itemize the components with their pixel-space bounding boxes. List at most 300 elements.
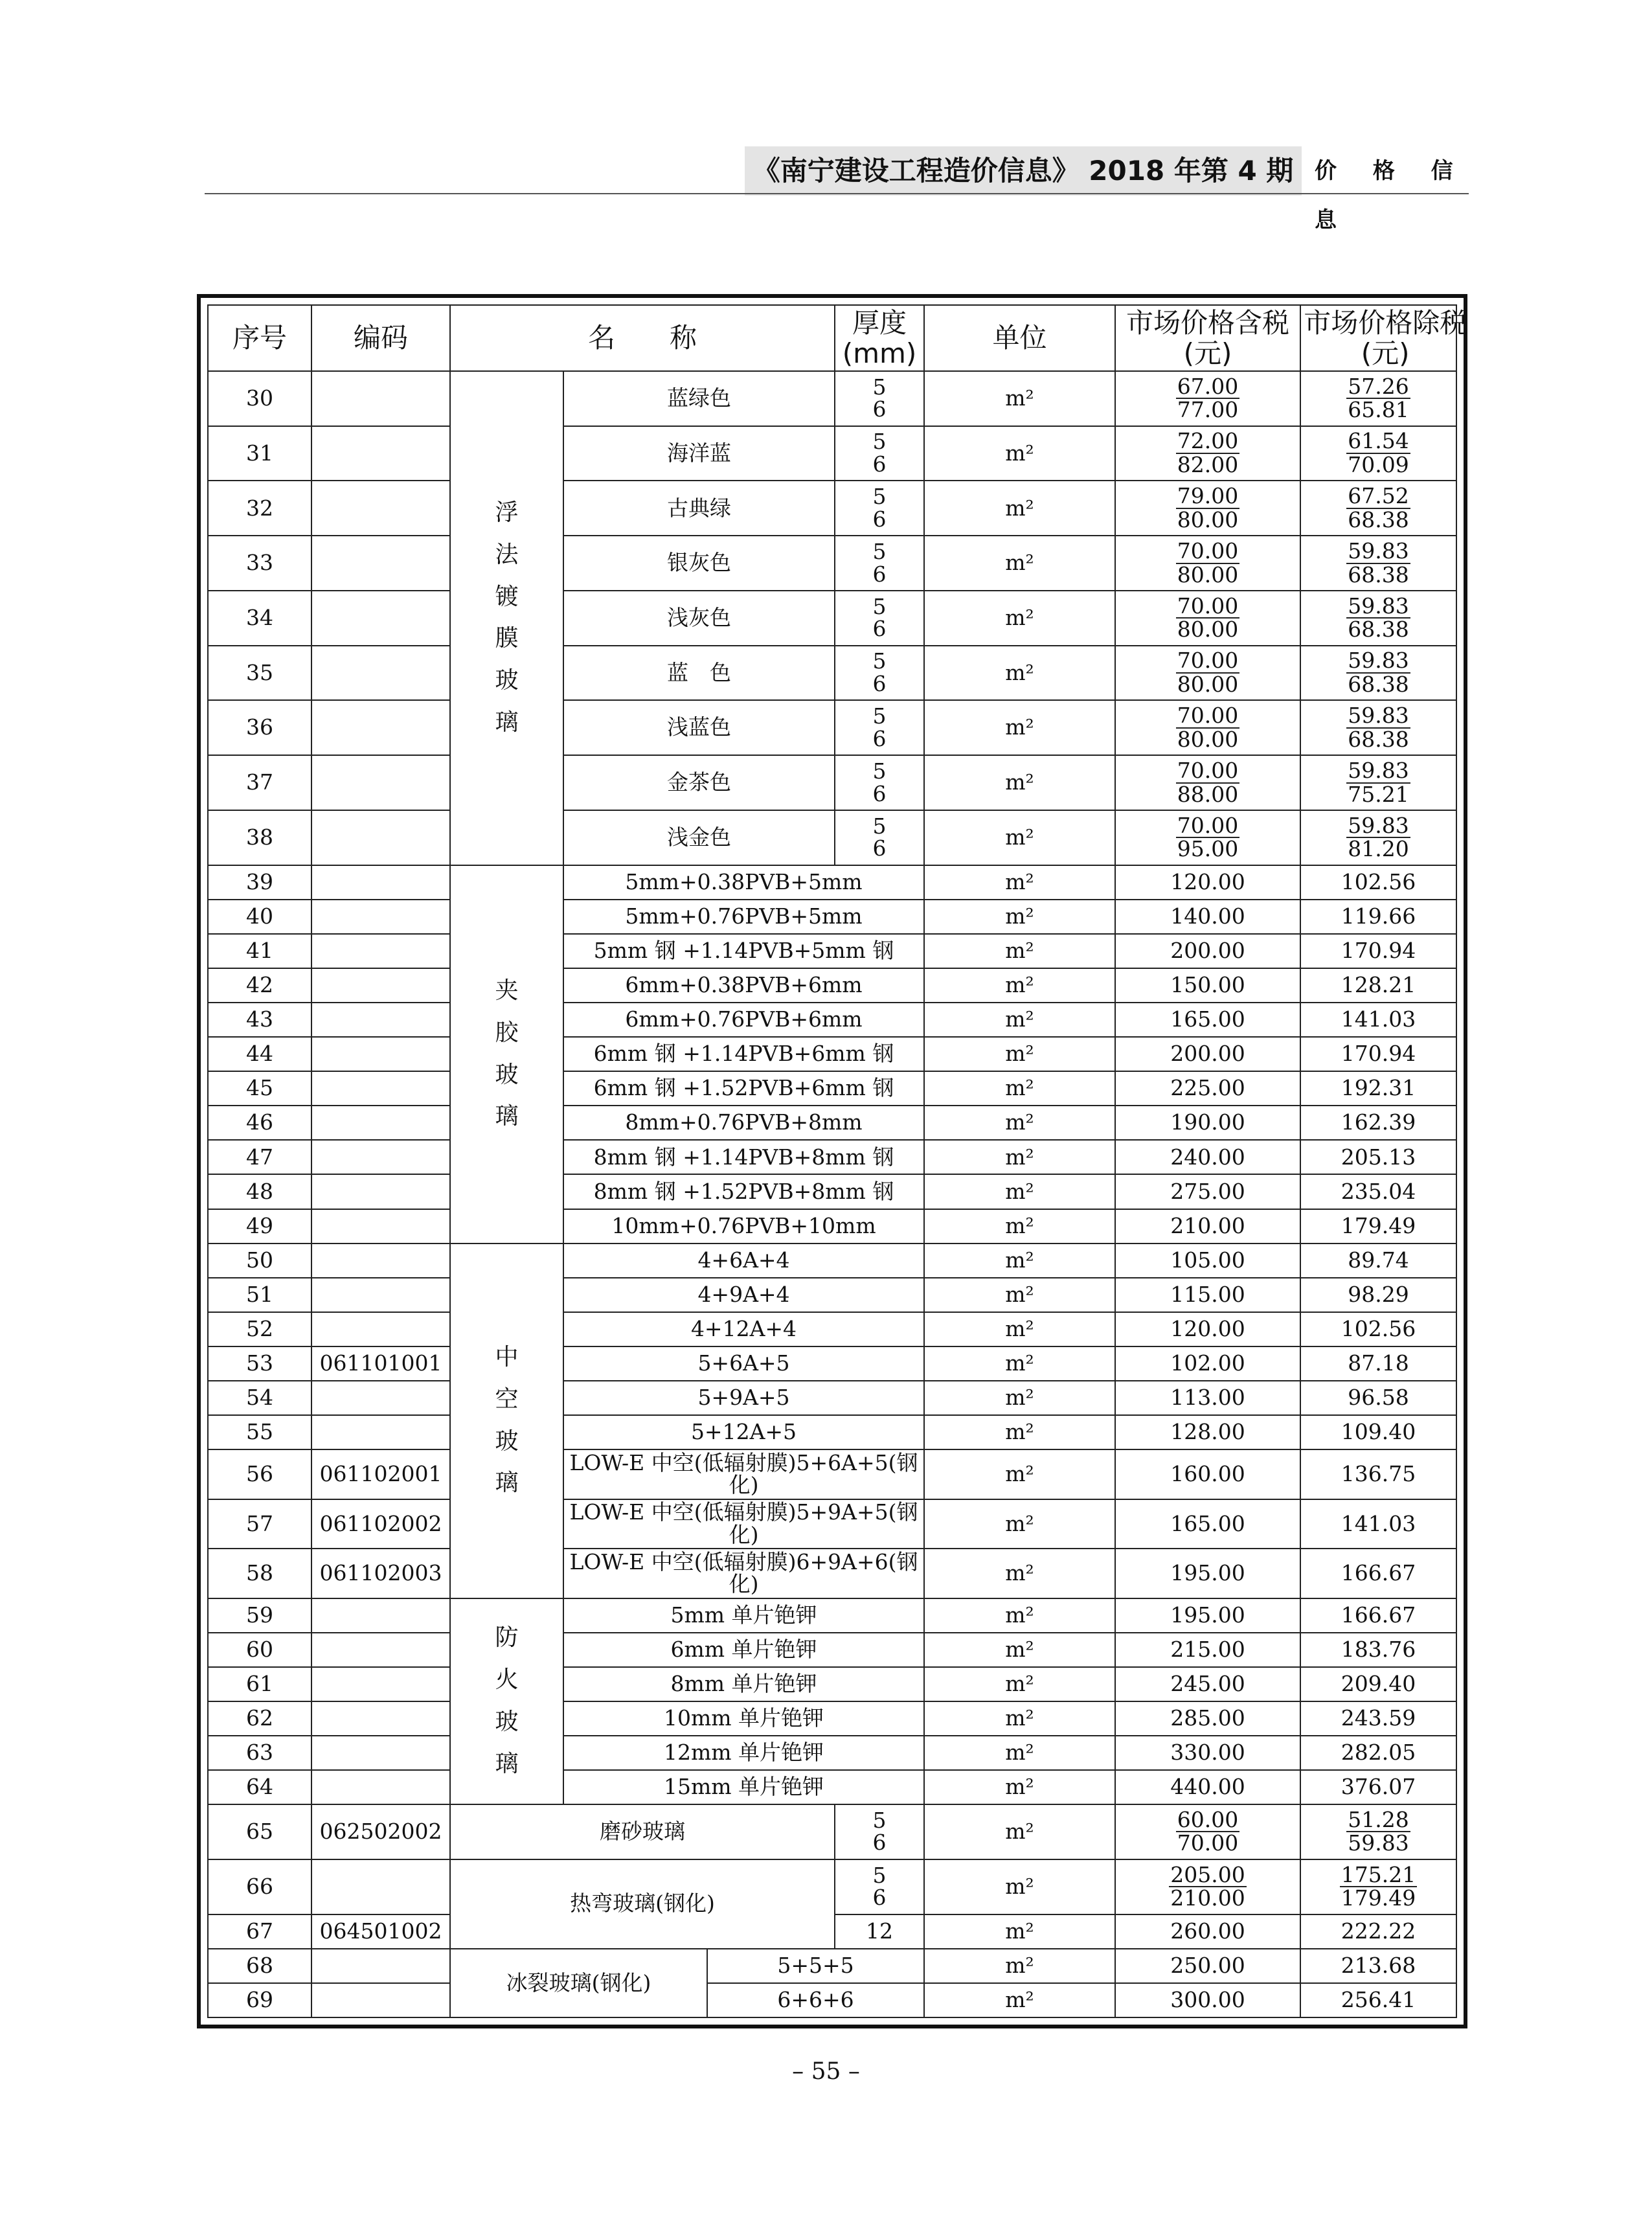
cell-price-tax [1115, 426, 1300, 481]
cell-no: 66 [208, 1859, 311, 1914]
cell-name: LOW-E 中空(低辐射膜)5+9A+5(钢化) [563, 1499, 924, 1549]
cell-code [311, 865, 450, 900]
table-row [208, 1449, 1456, 1499]
fraction-top: 205.00 [1170, 1861, 1245, 1887]
table-row [208, 755, 1456, 810]
cell-name: 热弯玻璃(钢化) [450, 1859, 835, 1949]
cell-price-tax [1115, 1804, 1300, 1859]
cell-code [311, 1667, 450, 1701]
cell-price-notax: 170.94 [1300, 1037, 1456, 1071]
table-row [208, 1499, 1456, 1549]
cell-name: 6mm 钢 +1.52PVB+6mm 钢 [563, 1071, 924, 1106]
cell-price-notax: 98.29 [1300, 1278, 1456, 1312]
cell-code [311, 1106, 450, 1140]
fraction-bottom: 70.09 [1348, 452, 1409, 478]
table-row [208, 1770, 1456, 1804]
stack-bottom: 6 [872, 506, 887, 532]
cell-no: 69 [208, 1983, 311, 2017]
cell-price-tax [1115, 371, 1300, 426]
cell-no: 57 [208, 1499, 311, 1549]
table-row [208, 1667, 1456, 1701]
stack-top: 5 [872, 1862, 887, 1888]
cell-price-tax: 113.00 [1115, 1381, 1300, 1415]
cell-price-tax: 330.00 [1115, 1736, 1300, 1770]
stack [872, 1862, 888, 1911]
fraction-top: 67.52 [1348, 483, 1409, 509]
fraction [1176, 485, 1239, 531]
cell-code [311, 900, 450, 934]
cell-price-notax: 136.75 [1300, 1449, 1456, 1499]
fraction-bottom: 68.38 [1348, 617, 1409, 642]
cell-name: 5+6A+5 [563, 1346, 924, 1381]
fraction-top: 70.00 [1177, 648, 1239, 674]
cell-price-notax [1300, 810, 1456, 865]
group-label: 夹胶玻璃 [495, 977, 519, 1130]
cell-code: 064501002 [311, 1914, 450, 1949]
cell-price-tax [1115, 646, 1300, 701]
cell-price-notax: 213.68 [1300, 1949, 1456, 1983]
cell-price-tax [1115, 1859, 1300, 1914]
fraction-top: 59.83 [1348, 648, 1409, 674]
cell-price-notax: 192.31 [1300, 1071, 1456, 1106]
cell-no: 59 [208, 1598, 311, 1633]
fraction-top: 60.00 [1177, 1806, 1239, 1832]
cell-name: LOW-E 中空(低辐射膜)5+6A+5(钢化) [563, 1449, 924, 1499]
group-label: 防火玻璃 [495, 1624, 519, 1777]
cell-code [311, 1174, 450, 1209]
stack [872, 376, 888, 421]
cell-price-notax: 102.56 [1300, 1312, 1456, 1346]
table-row [208, 1381, 1456, 1415]
cell-price-tax: 275.00 [1115, 1174, 1300, 1209]
cell-thickness [835, 755, 924, 810]
cell-price-notax: 109.40 [1300, 1415, 1456, 1449]
cell-code [311, 1003, 450, 1037]
cell-spec: 6+6+6 [707, 1983, 924, 2017]
cell-code [311, 700, 450, 755]
cell-name: 海洋蓝 [563, 426, 835, 481]
cell-no: 32 [208, 481, 311, 536]
cell-name: 6mm 钢 +1.14PVB+6mm 钢 [563, 1037, 924, 1071]
cell-price-notax [1300, 646, 1456, 701]
stack-top: 5 [872, 538, 887, 564]
table-row [208, 1278, 1456, 1312]
cell-no: 65 [208, 1804, 311, 1859]
cell-code [311, 481, 450, 536]
stack-top: 5 [872, 374, 887, 400]
cell-code [311, 1770, 450, 1804]
table-row [208, 1209, 1456, 1244]
fraction [1346, 705, 1410, 751]
cell-price-notax [1300, 371, 1456, 426]
cell-price-notax [1300, 481, 1456, 536]
cell-unit: m² [924, 371, 1115, 426]
table-row [208, 1346, 1456, 1381]
table-row [208, 865, 1456, 900]
cell-code [311, 1736, 450, 1770]
cell-unit: m² [924, 934, 1115, 968]
cell-code [311, 1859, 450, 1914]
fraction [1169, 1861, 1246, 1911]
fraction-top: 72.00 [1177, 428, 1239, 454]
cell-price-tax: 260.00 [1115, 1914, 1300, 1949]
fraction [1176, 812, 1239, 862]
cell-unit: m² [924, 1106, 1115, 1140]
cell-ice-label: 冰裂玻璃(钢化) [450, 1949, 707, 2017]
cell-price-tax: 165.00 [1115, 1003, 1300, 1037]
stack [872, 650, 888, 695]
cell-unit: m² [924, 1278, 1115, 1312]
cell-price-notax [1300, 700, 1456, 755]
cell-unit: m² [924, 1415, 1115, 1449]
table-row [208, 591, 1456, 646]
fraction-top: 70.00 [1177, 593, 1239, 619]
cell-price-tax: 225.00 [1115, 1071, 1300, 1106]
cell-code [311, 1071, 450, 1106]
header-name: 名 称 [450, 305, 835, 371]
cell-no: 53 [208, 1346, 311, 1381]
cell-unit: m² [924, 1003, 1115, 1037]
cell-unit: m² [924, 1499, 1115, 1549]
table-row [208, 810, 1456, 865]
header-unit: 单位 [924, 305, 1115, 371]
fraction-bottom: 59.83 [1348, 1830, 1409, 1856]
cell-unit: m² [924, 1736, 1115, 1770]
fraction [1176, 373, 1239, 423]
stack-bottom: 6 [872, 396, 887, 422]
cell-price-tax: 128.00 [1115, 1415, 1300, 1449]
stack-top: 5 [872, 593, 887, 619]
fraction-top: 70.00 [1177, 812, 1239, 838]
table-row [208, 1804, 1456, 1859]
cell-code [311, 1209, 450, 1244]
cell-price-tax [1115, 700, 1300, 755]
cell-price-notax [1300, 536, 1456, 591]
fraction-bottom: 210.00 [1170, 1885, 1245, 1911]
price-table [207, 304, 1467, 2018]
fraction [1346, 540, 1410, 586]
fraction-bottom: 80.00 [1177, 562, 1239, 587]
cell-price-notax: 205.13 [1300, 1140, 1456, 1174]
table-row [208, 1549, 1456, 1598]
cell-name: 浅灰色 [563, 591, 835, 646]
cell-thickness [835, 371, 924, 426]
cell-unit: m² [924, 1312, 1115, 1346]
cell-price-notax [1300, 426, 1456, 481]
cell-name: 银灰色 [563, 536, 835, 591]
cell-unit: m² [924, 900, 1115, 934]
cell-code [311, 1037, 450, 1071]
table-row [208, 1244, 1456, 1278]
table-header-row [208, 305, 1456, 371]
cell-price-notax: 282.05 [1300, 1736, 1456, 1770]
cell-name: 10mm 单片铯钾 [563, 1701, 924, 1736]
fraction-top: 59.83 [1348, 757, 1409, 783]
cell-price-tax: 105.00 [1115, 1244, 1300, 1278]
cell-code: 062502002 [311, 1804, 450, 1859]
cell-no: 40 [208, 900, 311, 934]
stack-bottom: 6 [872, 616, 887, 642]
fraction-bottom: 68.38 [1348, 726, 1409, 752]
cell-name: 蓝 色 [563, 646, 835, 701]
cell-code [311, 591, 450, 646]
cell-price-notax: 166.67 [1300, 1598, 1456, 1633]
fraction-top: 67.00 [1177, 373, 1239, 399]
fraction-top: 57.26 [1348, 373, 1409, 399]
cell-price-tax [1115, 536, 1300, 591]
fraction-top: 61.54 [1348, 428, 1409, 454]
cell-name: 蓝绿色 [563, 371, 835, 426]
cell-no: 60 [208, 1633, 311, 1667]
header-code: 编码 [311, 305, 450, 371]
cell-unit: m² [924, 1549, 1115, 1598]
cell-thickness [835, 536, 924, 591]
cell-unit: m² [924, 536, 1115, 591]
fraction-bottom: 77.00 [1177, 397, 1239, 423]
fraction [1176, 595, 1239, 641]
cell-no: 30 [208, 371, 311, 426]
table-row [208, 1140, 1456, 1174]
cell-price-tax: 240.00 [1115, 1140, 1300, 1174]
cell-unit: m² [924, 1381, 1115, 1415]
cell-price-notax: 119.66 [1300, 900, 1456, 934]
cell-no: 42 [208, 968, 311, 1003]
cell-code [311, 1983, 450, 2017]
header-no: 序号 [208, 305, 311, 371]
cell-code [311, 1415, 450, 1449]
cell-name: 8mm 单片铯钾 [563, 1667, 924, 1701]
cell-name: 古典绿 [563, 481, 835, 536]
cell-unit: m² [924, 1914, 1115, 1949]
stack-bottom: 6 [872, 780, 887, 806]
cell-no: 38 [208, 810, 311, 865]
cell-no: 31 [208, 426, 311, 481]
group-label-cell [450, 1598, 563, 1805]
stack [872, 538, 888, 587]
cell-name: 4+12A+4 [563, 1312, 924, 1346]
cell-no: 54 [208, 1381, 311, 1415]
table-row [208, 1106, 1456, 1140]
cell-unit: m² [924, 700, 1115, 755]
cell-name: 4+6A+4 [563, 1244, 924, 1278]
cell-thickness [835, 481, 924, 536]
cell-no: 63 [208, 1736, 311, 1770]
fraction-bottom: 88.00 [1177, 781, 1239, 807]
cell-name: 8mm 钢 +1.52PVB+8mm 钢 [563, 1174, 924, 1209]
cell-name: 8mm+0.76PVB+8mm [563, 1106, 924, 1140]
table-row [208, 371, 1456, 426]
cell-price-notax: 243.59 [1300, 1701, 1456, 1736]
fraction-bottom: 65.81 [1348, 397, 1409, 423]
stack [872, 431, 888, 475]
cell-price-notax: 209.40 [1300, 1667, 1456, 1701]
cell-no: 35 [208, 646, 311, 701]
cell-thickness [835, 700, 924, 755]
cell-price-notax: 87.18 [1300, 1346, 1456, 1381]
cell-price-notax [1300, 1859, 1456, 1914]
group-label: 浮法镀膜玻璃 [495, 499, 519, 736]
cell-price-notax: 170.94 [1300, 934, 1456, 968]
table-row [208, 1415, 1456, 1449]
group-label-cell [450, 1244, 563, 1598]
cell-price-tax: 120.00 [1115, 1312, 1300, 1346]
cell-no: 68 [208, 1949, 311, 1983]
cell-no: 47 [208, 1140, 311, 1174]
cell-price-tax: 210.00 [1115, 1209, 1300, 1244]
cell-price-notax: 128.21 [1300, 968, 1456, 1003]
cell-no: 39 [208, 865, 311, 900]
cell-price-notax [1300, 755, 1456, 810]
cell-code [311, 968, 450, 1003]
cell-price-tax: 160.00 [1115, 1449, 1300, 1499]
stack-bottom: 6 [872, 1830, 887, 1856]
cell-price-tax [1115, 481, 1300, 536]
cell-unit: m² [924, 755, 1115, 810]
cell-price-tax: 285.00 [1115, 1701, 1300, 1736]
table-row [208, 1633, 1456, 1667]
cell-thickness: 12 [835, 1914, 924, 1949]
cell-code [311, 1278, 450, 1312]
stack-top: 5 [872, 648, 887, 674]
cell-price-tax: 440.00 [1115, 1770, 1300, 1804]
fraction-top: 175.21 [1341, 1861, 1416, 1887]
cell-price-tax: 300.00 [1115, 1983, 1300, 2017]
cell-price-notax: 256.41 [1300, 1983, 1456, 2017]
fraction-top: 59.83 [1348, 812, 1409, 838]
cell-name: 4+9A+4 [563, 1278, 924, 1312]
cell-no: 37 [208, 755, 311, 810]
fraction-bottom: 81.20 [1348, 836, 1409, 862]
fraction-bottom: 80.00 [1177, 672, 1239, 698]
cell-name: 磨砂玻璃 [450, 1804, 835, 1859]
cell-unit: m² [924, 646, 1115, 701]
group-label-cell [450, 865, 563, 1244]
page-number: – 55 – [792, 2058, 860, 2085]
stack-top: 5 [872, 758, 887, 784]
stack-bottom: 6 [872, 1885, 887, 1911]
cell-spec: 5+5+5 [707, 1949, 924, 1983]
cell-unit: m² [924, 810, 1115, 865]
cell-unit: m² [924, 1140, 1115, 1174]
fraction-top: 70.00 [1177, 757, 1239, 783]
stack-bottom: 6 [872, 561, 887, 587]
cell-code: 061102003 [311, 1549, 450, 1598]
cell-no: 33 [208, 536, 311, 591]
section-label: 价 格 信 息 [1315, 158, 1467, 233]
cell-unit: m² [924, 1174, 1115, 1209]
stack-top: 5 [872, 1807, 887, 1833]
cell-price-tax: 250.00 [1115, 1949, 1300, 1983]
stack-top: 5 [872, 484, 887, 510]
table-row [208, 1071, 1456, 1106]
table-row [208, 536, 1456, 591]
cell-unit: m² [924, 865, 1115, 900]
fraction [1346, 757, 1410, 807]
cell-unit: m² [924, 968, 1115, 1003]
table-row [208, 1037, 1456, 1071]
fraction [1176, 430, 1239, 476]
cell-name: 5mm+0.76PVB+5mm [563, 900, 924, 934]
cell-no: 61 [208, 1667, 311, 1701]
cell-thickness [835, 1804, 924, 1859]
table-row [208, 968, 1456, 1003]
fraction-bottom: 95.00 [1177, 836, 1239, 862]
cell-unit: m² [924, 1770, 1115, 1804]
cell-no: 62 [208, 1701, 311, 1736]
cell-price-notax [1300, 591, 1456, 646]
cell-no: 36 [208, 700, 311, 755]
cell-name: 6mm+0.38PVB+6mm [563, 968, 924, 1003]
fraction-bottom: 80.00 [1177, 506, 1239, 532]
fraction [1176, 650, 1239, 696]
cell-name: 5+9A+5 [563, 1381, 924, 1415]
cell-name: 5mm+0.38PVB+5mm [563, 865, 924, 900]
fraction [1346, 485, 1410, 531]
cell-code [311, 1701, 450, 1736]
cell-price-tax: 195.00 [1115, 1598, 1300, 1633]
table-row [208, 646, 1456, 701]
cell-price-notax: 376.07 [1300, 1770, 1456, 1804]
fraction [1340, 1861, 1417, 1911]
cell-no: 48 [208, 1174, 311, 1209]
table-row [208, 481, 1456, 536]
fraction-bottom: 68.38 [1348, 672, 1409, 698]
cell-name: 金茶色 [563, 755, 835, 810]
cell-code [311, 646, 450, 701]
cell-name: 浅蓝色 [563, 700, 835, 755]
stack-bottom: 6 [872, 671, 887, 697]
cell-thickness [835, 426, 924, 481]
fraction-bottom: 68.38 [1348, 506, 1409, 532]
cell-code [311, 536, 450, 591]
cell-unit: m² [924, 1633, 1115, 1667]
cell-price-notax: 141.03 [1300, 1499, 1456, 1549]
table-row [208, 1736, 1456, 1770]
price-table-frame [197, 294, 1467, 2028]
cell-thickness [835, 810, 924, 865]
cell-no: 67 [208, 1914, 311, 1949]
cell-price-tax: 140.00 [1115, 900, 1300, 934]
cell-thickness [835, 1859, 924, 1914]
cell-price-tax: 102.00 [1115, 1346, 1300, 1381]
cell-unit: m² [924, 1346, 1115, 1381]
fraction [1176, 757, 1239, 807]
cell-price-tax: 200.00 [1115, 1037, 1300, 1071]
cell-name: 5mm 单片铯钾 [563, 1598, 924, 1633]
cell-price-notax: 183.76 [1300, 1633, 1456, 1667]
cell-price-tax: 165.00 [1115, 1499, 1300, 1549]
fraction [1346, 1806, 1410, 1856]
cell-name: 6mm 单片铯钾 [563, 1633, 924, 1667]
cell-thickness [835, 591, 924, 646]
cell-unit: m² [924, 1859, 1115, 1914]
cell-code [311, 426, 450, 481]
cell-price-notax: 235.04 [1300, 1174, 1456, 1209]
cell-name: 15mm 单片铯钾 [563, 1770, 924, 1804]
fraction [1176, 1806, 1239, 1856]
fraction-bottom: 179.49 [1341, 1885, 1416, 1911]
cell-no: 58 [208, 1549, 311, 1598]
cell-unit: m² [924, 1804, 1115, 1859]
fraction-bottom: 80.00 [1177, 726, 1239, 752]
table-row [208, 700, 1456, 755]
cell-no: 64 [208, 1770, 311, 1804]
cell-code [311, 810, 450, 865]
cell-no: 50 [208, 1244, 311, 1278]
cell-unit: m² [924, 591, 1115, 646]
fraction-top: 70.00 [1177, 538, 1239, 563]
cell-name: 5mm 钢 +1.14PVB+5mm 钢 [563, 934, 924, 968]
